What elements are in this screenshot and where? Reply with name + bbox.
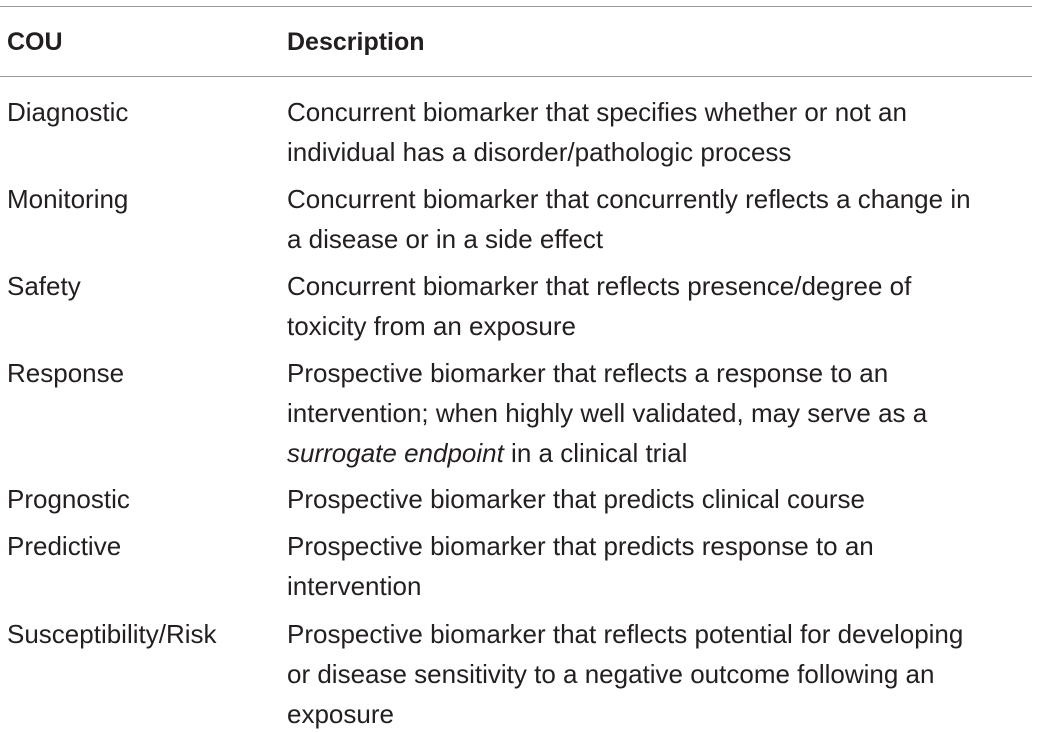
- description-line: Prospective biomarker that reflects potential for developing: [287, 619, 964, 649]
- description-line: Concurrent biomarker that concurrently reflects a change in: [287, 184, 971, 214]
- description-line: Prospective biomarker that predicts response to an: [287, 531, 874, 561]
- cou-cell: Diagnostic: [7, 97, 129, 127]
- description-line: a disease or in a side effect: [287, 224, 604, 254]
- description-line: toxicity from an exposure: [287, 311, 577, 341]
- italic-term: surrogate endpoint: [287, 438, 504, 468]
- cou-cell: Safety: [7, 271, 81, 301]
- description-cell: [287, 479, 865, 519]
- description-line: Prospective biomarker that predicts clinical course: [287, 484, 866, 514]
- description-cell: [287, 353, 927, 473]
- description-cell: [287, 179, 971, 259]
- description-line: Concurrent biomarker that specifies whether or not an: [287, 97, 907, 127]
- description-line: intervention; when highly well validated, may serve as a: [287, 398, 928, 428]
- description-cell: [287, 92, 907, 172]
- description-line: Prospective biomarker that reflects a response to an: [287, 358, 889, 388]
- description-line-rest: in a clinical trial: [503, 438, 688, 468]
- description-line: or disease sensitivity to a negative outcome following an: [287, 659, 935, 689]
- header-description: Description: [287, 28, 425, 56]
- cou-cell: Response: [7, 358, 125, 388]
- header-cou: COU: [7, 28, 63, 56]
- header-rule: [0, 76, 1032, 77]
- cou-cell: Monitoring: [7, 184, 129, 214]
- cou-cell: Predictive: [7, 531, 122, 561]
- table-top-rule: [0, 6, 1032, 7]
- description-line: [287, 433, 927, 473]
- description-line: Concurrent biomarker that reflects presence/degree of: [287, 271, 912, 301]
- description-line: exposure: [287, 699, 394, 729]
- description-cell: [287, 266, 911, 346]
- description-cell: [287, 614, 963, 733]
- cou-cell: Prognostic: [7, 484, 130, 514]
- description-line: individual has a disorder/pathologic process: [287, 137, 792, 167]
- description-line: intervention: [287, 571, 422, 601]
- description-cell: [287, 526, 874, 606]
- cou-cell: Susceptibility/Risk: [7, 619, 217, 649]
